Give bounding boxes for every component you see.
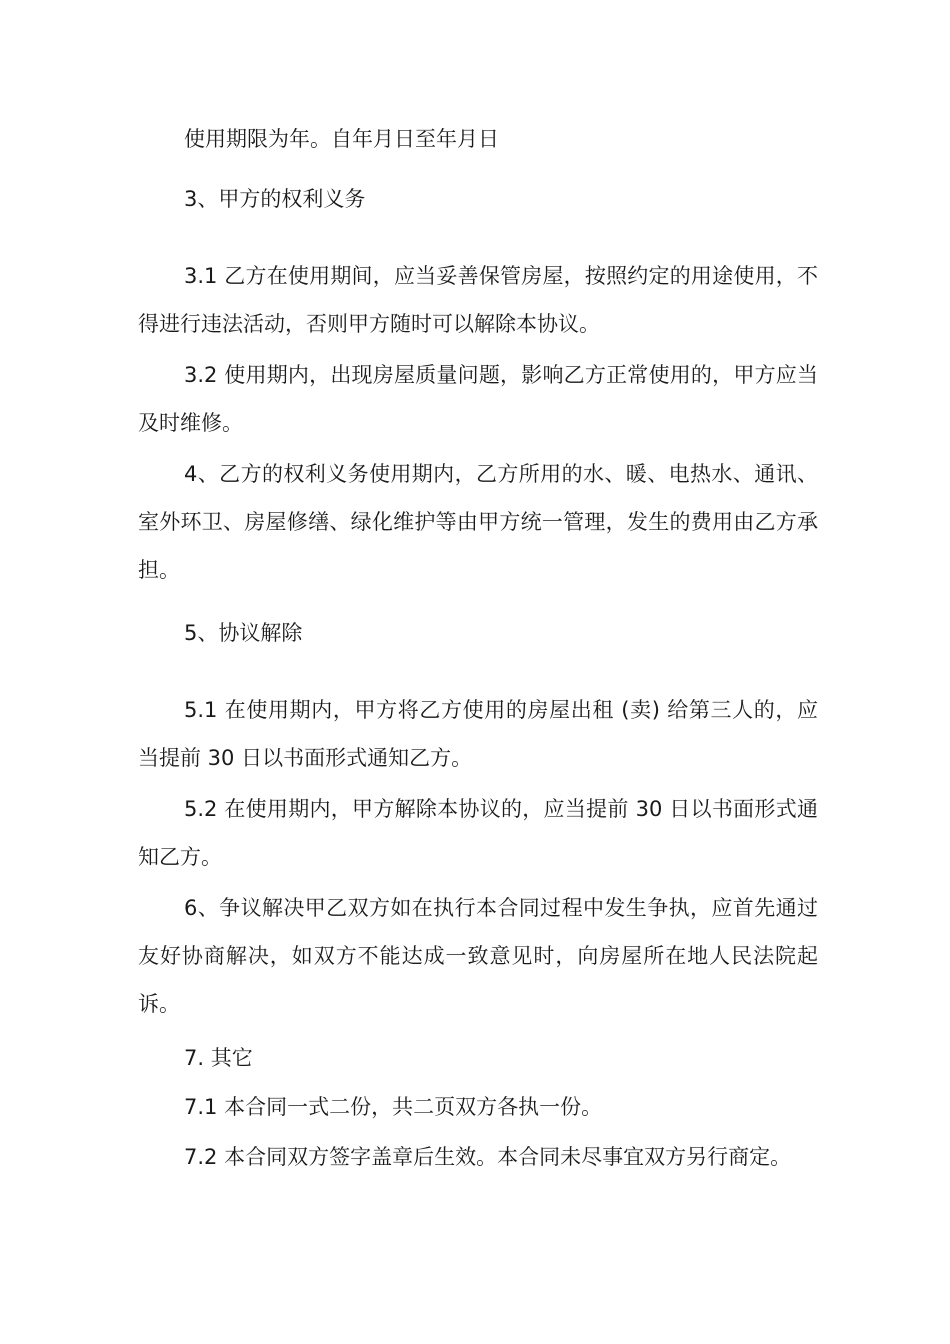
- paragraph-7-1: 7.1 本合同一式二份，共二页双方各执一份。: [184, 1095, 603, 1119]
- paragraph-3-1: 3.1 乙方在使用期间，应当妥善保管房屋，按照约定的用途使用，不得进行违法活动，否则甲方随时可以解除本协议。: [138, 264, 818, 336]
- paragraph-4: 4、乙方的权利义务使用期内，乙方所用的水、暖、电热水、通讯、室外环卫、房屋修缮、绿化维护等由甲方统一管理，发生的费用由乙方承担。: [138, 462, 818, 582]
- heading-termination: 5、协议解除: [184, 621, 303, 645]
- heading-other: 7. 其它: [184, 1046, 253, 1070]
- paragraph-5-1: 5.1 在使用期内，甲方将乙方使用的房屋出租 (卖) 给第三人的，应当提前 30 日以书面形式通知乙方。: [138, 698, 818, 770]
- paragraph-6: 6、争议解决甲乙双方如在执行本合同过程中发生争执，应首先通过友好协商解决，如双方不能达成一致意见时，向房屋所在地人民法院起诉。: [138, 896, 818, 1016]
- paragraph-5-2: 5.2 在使用期内，甲方解除本协议的，应当提前 30 日以书面形式通知乙方。: [138, 797, 818, 869]
- paragraph-term: 使用期限为年。自年月日至年月日: [184, 127, 499, 151]
- paragraph-3-2: 3.2 使用期内，出现房屋质量问题，影响乙方正常使用的，甲方应当及时维修。: [138, 363, 818, 435]
- heading-party-a-rights: 3、甲方的权利义务: [184, 187, 366, 211]
- paragraph-7-2: 7.2 本合同双方签字盖章后生效。本合同未尽事宜双方另行商定。: [184, 1145, 792, 1169]
